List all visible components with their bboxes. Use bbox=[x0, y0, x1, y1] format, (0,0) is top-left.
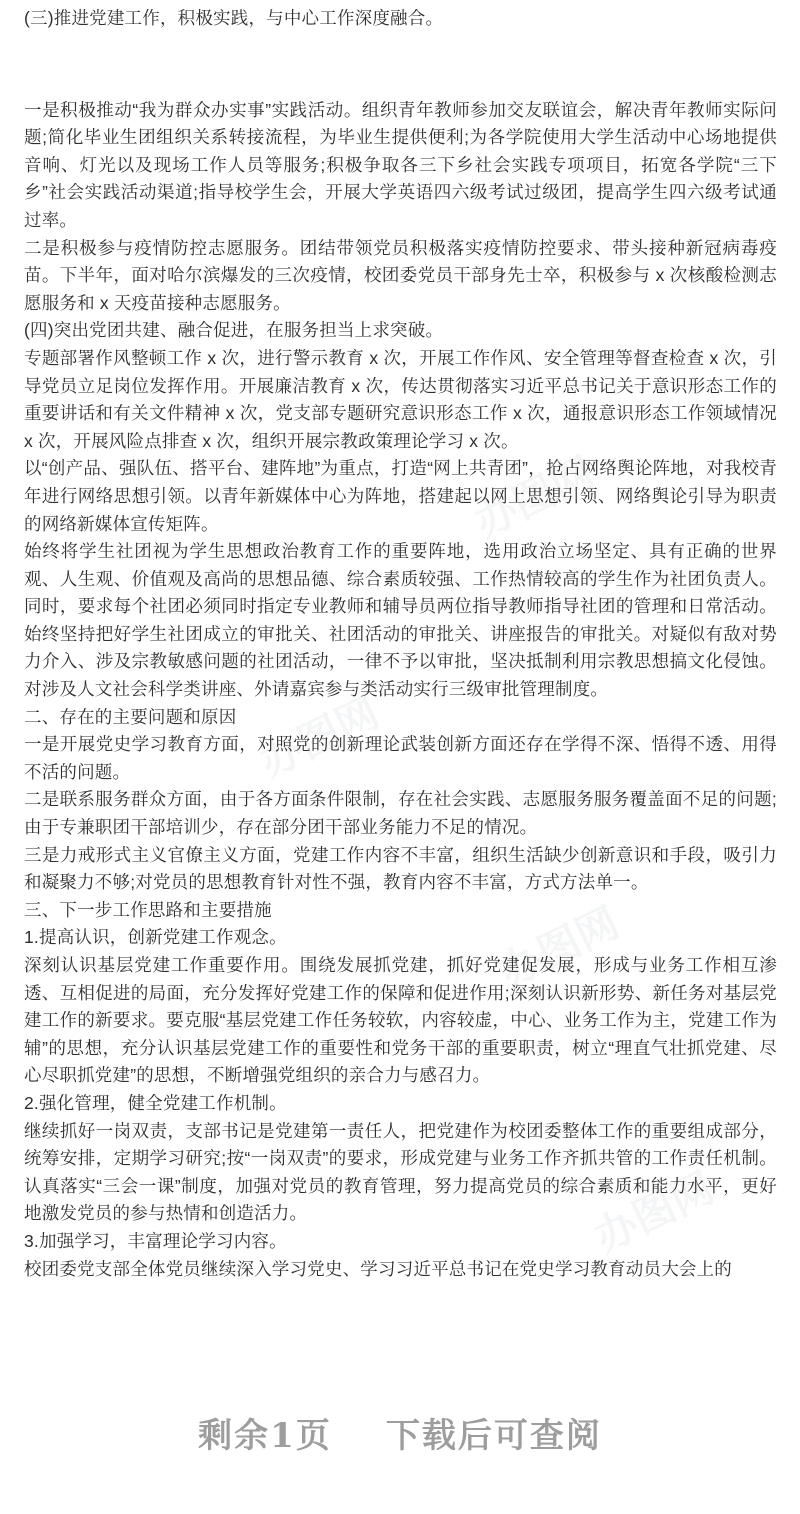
page-footer bbox=[0, 1408, 800, 1457]
body-paragraph: 深刻认识基层党建工作重要作用。围绕发展抓党建，抓好党建促发展，形成与业务工作相互渗透、互相促进的局面，充分发挥好党建工作的保障和促进作用;深刻认识新形势、新任务对基层党建工作的新要求。要克服“基层党建工作任务较软，内容较虚，中心、业务工作为主，党建工作为辅”的思想，充分认识基层党建工作的重要性和党务干部的重要职责，树立“理直气壮抓党建、尽心尽职抓党建”的思想，不断增强党组织的亲合力与感召力。 bbox=[24, 955, 777, 1086]
section-heading: (四)突出党团共建、融合促进，在服务担当上求突破。 bbox=[24, 320, 444, 341]
body-paragraph: 三是力戒形式主义官僚主义方面，党建工作内容不丰富，组织生活缺少创新意识和手段，吸引力和凝聚力不够;对党员的思想教育针对性不强，教育内容不丰富，方式方法单一。 bbox=[24, 844, 777, 893]
section-heading: 1.提高认识，创新党建工作观念。 bbox=[24, 927, 287, 948]
body-paragraph: 一是积极推动“我为群众办实事”实践活动。组织青年教师参加交友联谊会，解决青年教师实际问题;简化毕业生团组织关系转接流程，为毕业生提供便利;为各学院使用大学生活动中心场地提供音响、灯光以及现场工作人员等服务;积极争取各三下乡社会实践专项项目，拓宽各学院“三下乡”社会实践活动渠道;指导校学生会，开展大学英语四六级考试过级团，提高学生四六级考试通过率。 bbox=[24, 99, 777, 230]
body-paragraph: 专题部署作风整顿工作 x 次，进行警示教育 x 次，开展工作作风、安全管理等督查检查 x 次，引导党员立足岗位发挥作用。开展廉洁教育 x 次，传达贯彻落实习近平总书记关于意识形态工作的重要讲话和有关文件精神 x 次，党支部专题研究意识形态工作 x 次，通报意识形态工作领域情况 x 次，开展风险点排查 x 次，组织开展宗教政策理论学习 x 次。 bbox=[24, 347, 777, 451]
section-heading: 2.强化管理，健全党建工作机制。 bbox=[24, 1092, 287, 1113]
body-paragraph: 以“创产品、强队伍、搭平台、建阵地”为重点，打造“网上共青团”，抢占网络舆论阵地，对我校青年进行网络思想引领。以青年新媒体中心为阵地，搭建起以网上思想引领、网络舆论引导为职责的网络新媒体宣传矩阵。 bbox=[24, 458, 777, 534]
watermark-stamp: 办图网 bbox=[467, 448, 602, 546]
section-heading: 三、下一步工作思路和主要措施 bbox=[24, 899, 272, 920]
watermark-stamp: 办图网 bbox=[252, 688, 387, 786]
body-paragraph: 一是开展党史学习教育方面，对照党的创新理论武装创新方面还存在学得不深、悟得不透、用得不活的问题。 bbox=[24, 734, 777, 782]
section-heading: 二、存在的主要问题和原因 bbox=[24, 706, 237, 727]
watermark-stamp: 办图网 bbox=[492, 898, 627, 996]
section-heading: 3.加强学习，丰富理论学习内容。 bbox=[24, 1230, 287, 1251]
remaining-pages-label: 剩余1页 bbox=[198, 1416, 332, 1456]
body-paragraph: 始终将学生社团视为学生思想政治教育工作的重要阵地，选用政治立场坚定、具有正确的世界观、人生观、价值观及高尚的思想品德、综合素质较强、工作热情较高的学生作为社团负责人。同时，要求每个社团必须同时指定专业教师和辅导员两位指导教师指导社团的管理和日常活动。始终坚持把好学生社团成立的审批关、社团活动的审批关、讲座报告的审批关。对疑似有敌对势力介入、涉及宗教敏感问题的社团活动，一律不予以审批，坚决抵制利用宗教思想搞文化侵蚀。对涉及人文社会科学类讲座、外请嘉宾参与类活动实行三级审批管理制度。 bbox=[24, 541, 777, 700]
body-paragraph: 继续抓好一岗双责，支部书记是党建第一责任人，把党建作为校团委整体工作的重要组成部分，统筹安排，定期学习研究;按“一岗双责”的要求，形成党建与业务工作齐抓共管的工作责任机制。认真落实“三会一课”制度，加强对党员的教育管理，努力提高党员的综合素质和能力水平，更好地激发党员的参与热情和创造活力。 bbox=[24, 1120, 777, 1224]
download-hint-label: 下载后可查阅 bbox=[385, 1416, 602, 1456]
watermark-stamp: 办图网 bbox=[587, 1163, 722, 1261]
section-heading: (三)推进党建工作，积极实践，与中心工作深度融合。 bbox=[24, 8, 444, 28]
body-paragraph: 校团委党支部全体党员继续深入学习党史、学习习近平总书记在党史学习教育动员大会上的 bbox=[24, 1258, 732, 1279]
body-paragraph: 二是联系服务群众方面，由于各方面条件限制，存在社会实践、志愿服务服务覆盖面不足的问题;由于专兼职团干部培训少，存在部分团干部业务能力不足的情况。 bbox=[24, 789, 777, 838]
body-paragraph: 二是积极参与疫情防控志愿服务。团结带领党员积极落实疫情防控要求、带头接种新冠病毒疫苗。下半年，面对哈尔滨爆发的三次疫情，校团委党员干部身先士卒，积极参与 x 次核酸检测志愿服务和 x 天疫苗接种志愿服务。 bbox=[24, 237, 777, 313]
